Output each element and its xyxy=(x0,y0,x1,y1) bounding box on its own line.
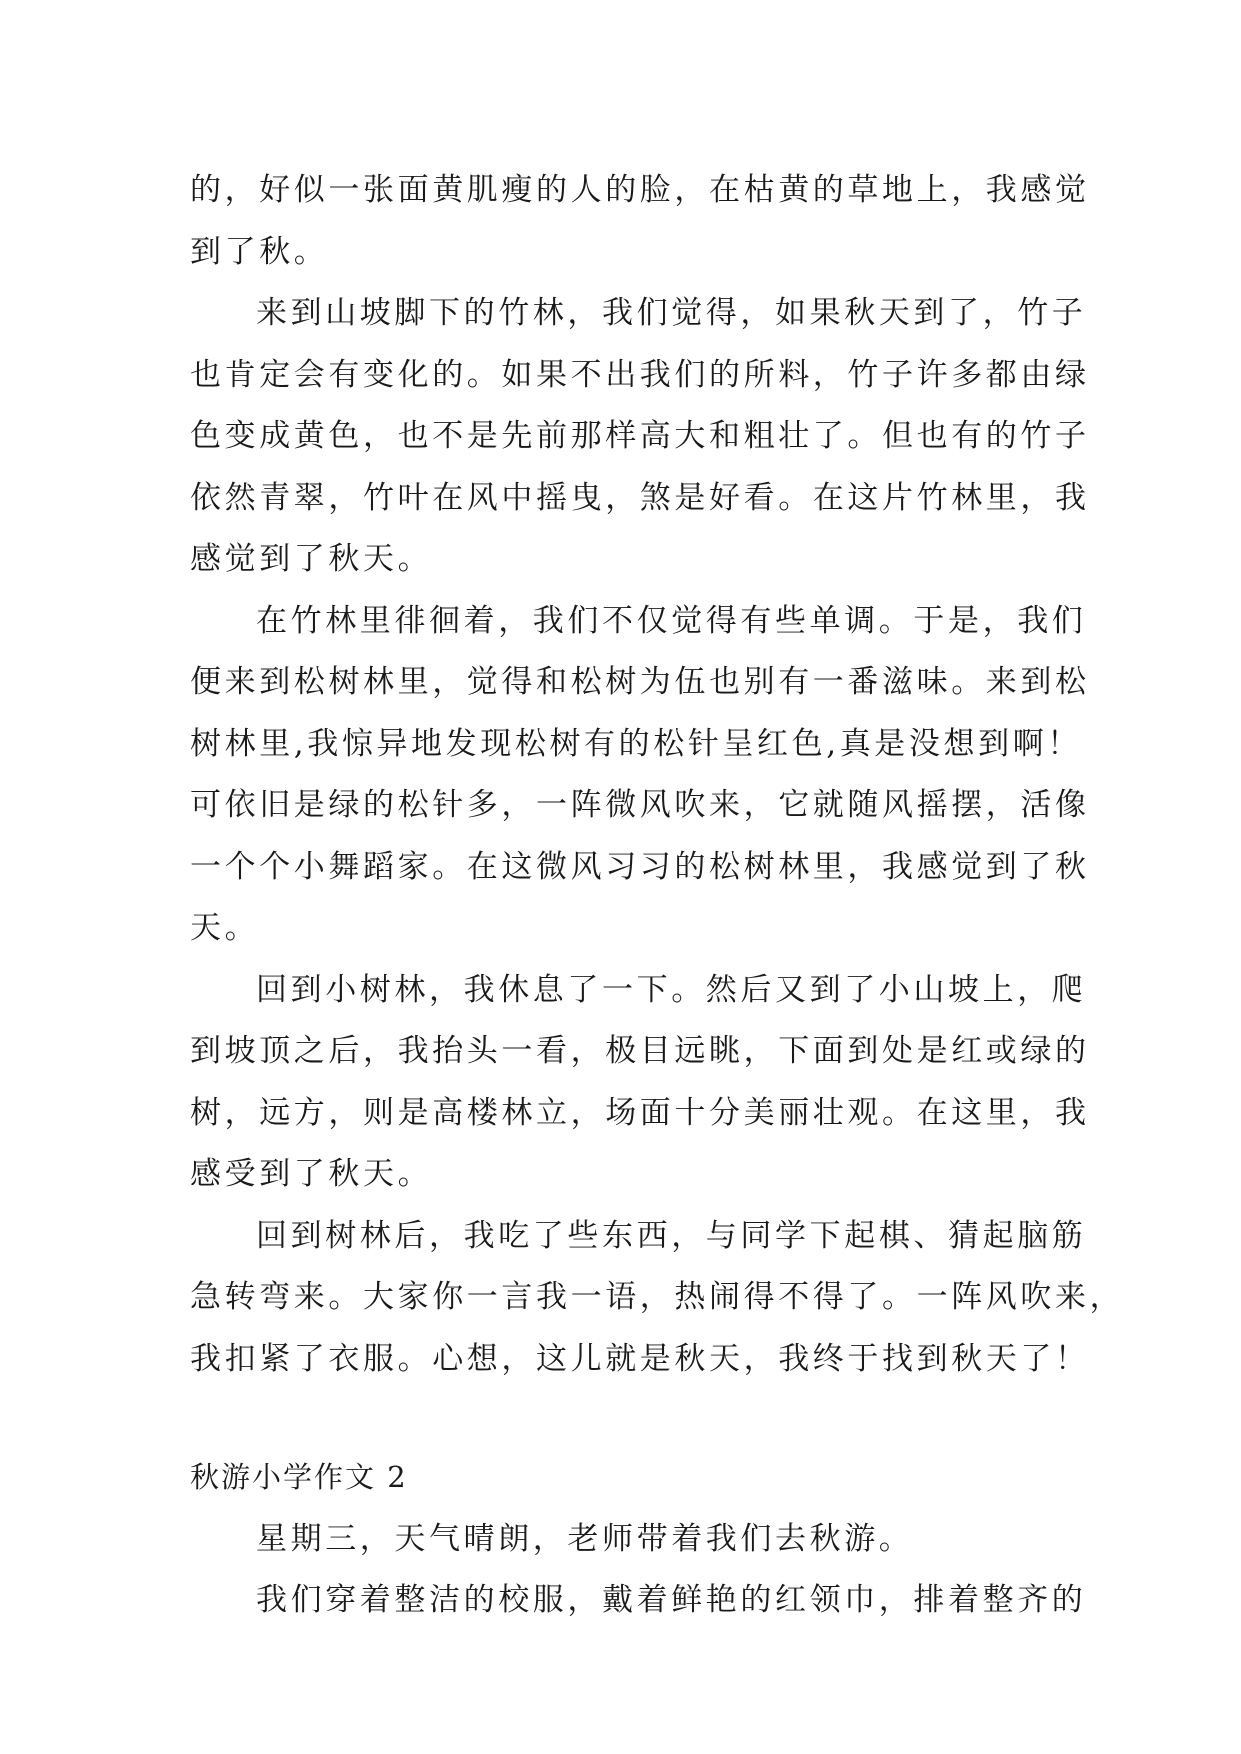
text-line: 一个个小舞蹈家。在这微风习习的松树林里，我感觉到了秋 xyxy=(190,848,1090,885)
paragraph-uniforms xyxy=(190,1570,1087,1632)
text-line: 到了秋。 xyxy=(190,233,329,270)
paragraph-pine-forest xyxy=(190,591,1090,960)
text-line: 便来到松树林里，觉得和松树为伍也别有一番滋味。来到松 xyxy=(190,664,1090,700)
section-heading: 秋游小学作文 2 xyxy=(190,1460,408,1494)
text-line: 树林里,我惊异地发现松树有的松针呈红色,真是没想到啊！ xyxy=(190,725,1082,762)
text-line: 急转弯来。大家你一言我一语，热闹得不得了。一阵风吹来， xyxy=(190,1279,1125,1315)
text-line: 树，远方，则是高楼林立，场面十分美丽壮观。在这里，我 xyxy=(190,1094,1090,1131)
text-line: 也肯定会有变化的。如果不出我们的所料，竹子许多都由绿 xyxy=(190,356,1090,393)
text-line: 天。 xyxy=(190,910,260,946)
text-line: 感受到了秋天。 xyxy=(190,1156,433,1192)
text-line: 回到小树林，我休息了一下。然后又到了小山坡上，爬 xyxy=(256,971,1087,1008)
paragraph-hilltop xyxy=(190,960,1090,1206)
text-line: 我扣紧了衣服。心想，这儿就是秋天，我终于找到秋天了！ xyxy=(190,1340,1090,1377)
paragraph-continuation xyxy=(190,160,1090,283)
text-line: 在竹林里徘徊着，我们不仅觉得有些单调。于是，我们 xyxy=(256,602,1087,639)
text-line: 我们穿着整洁的校服，戴着鲜艳的红领巾，排着整齐的 xyxy=(256,1582,1087,1618)
text-line: 回到树林后，我吃了些东西，与同学下起棋、猜起脑筋 xyxy=(256,1217,1087,1254)
text-line: 可依旧是绿的松针多，一阵微风吹来，它就随风摇摆，活像 xyxy=(190,787,1090,823)
document-body xyxy=(190,160,1125,1632)
paragraph-return xyxy=(190,1206,1125,1391)
text-line: 的，好似一张面黄肌瘦的人的脸，在枯黄的草地上，我感觉 xyxy=(190,172,1090,208)
paragraph-wednesday xyxy=(190,1509,1050,1571)
text-line: 星期三，天气晴朗，老师带着我们去秋游。 xyxy=(256,1520,914,1557)
section-spacer xyxy=(190,1390,1050,1447)
text-line: 依然青翠，竹叶在风中摇曳，煞是好看。在这片竹林里，我 xyxy=(190,479,1090,516)
text-line: 到坡顶之后，我抬头一看，极目远眺，下面到处是红或绿的 xyxy=(190,1033,1090,1069)
paragraph-bamboo-forest xyxy=(190,283,1090,591)
text-line: 色变成黄色，也不是先前那样高大和粗壮了。但也有的竹子 xyxy=(190,418,1090,454)
text-line: 感觉到了秋天。 xyxy=(190,541,433,577)
text-line: 来到山坡脚下的竹林，我们觉得，如果秋天到了，竹子 xyxy=(256,295,1087,331)
